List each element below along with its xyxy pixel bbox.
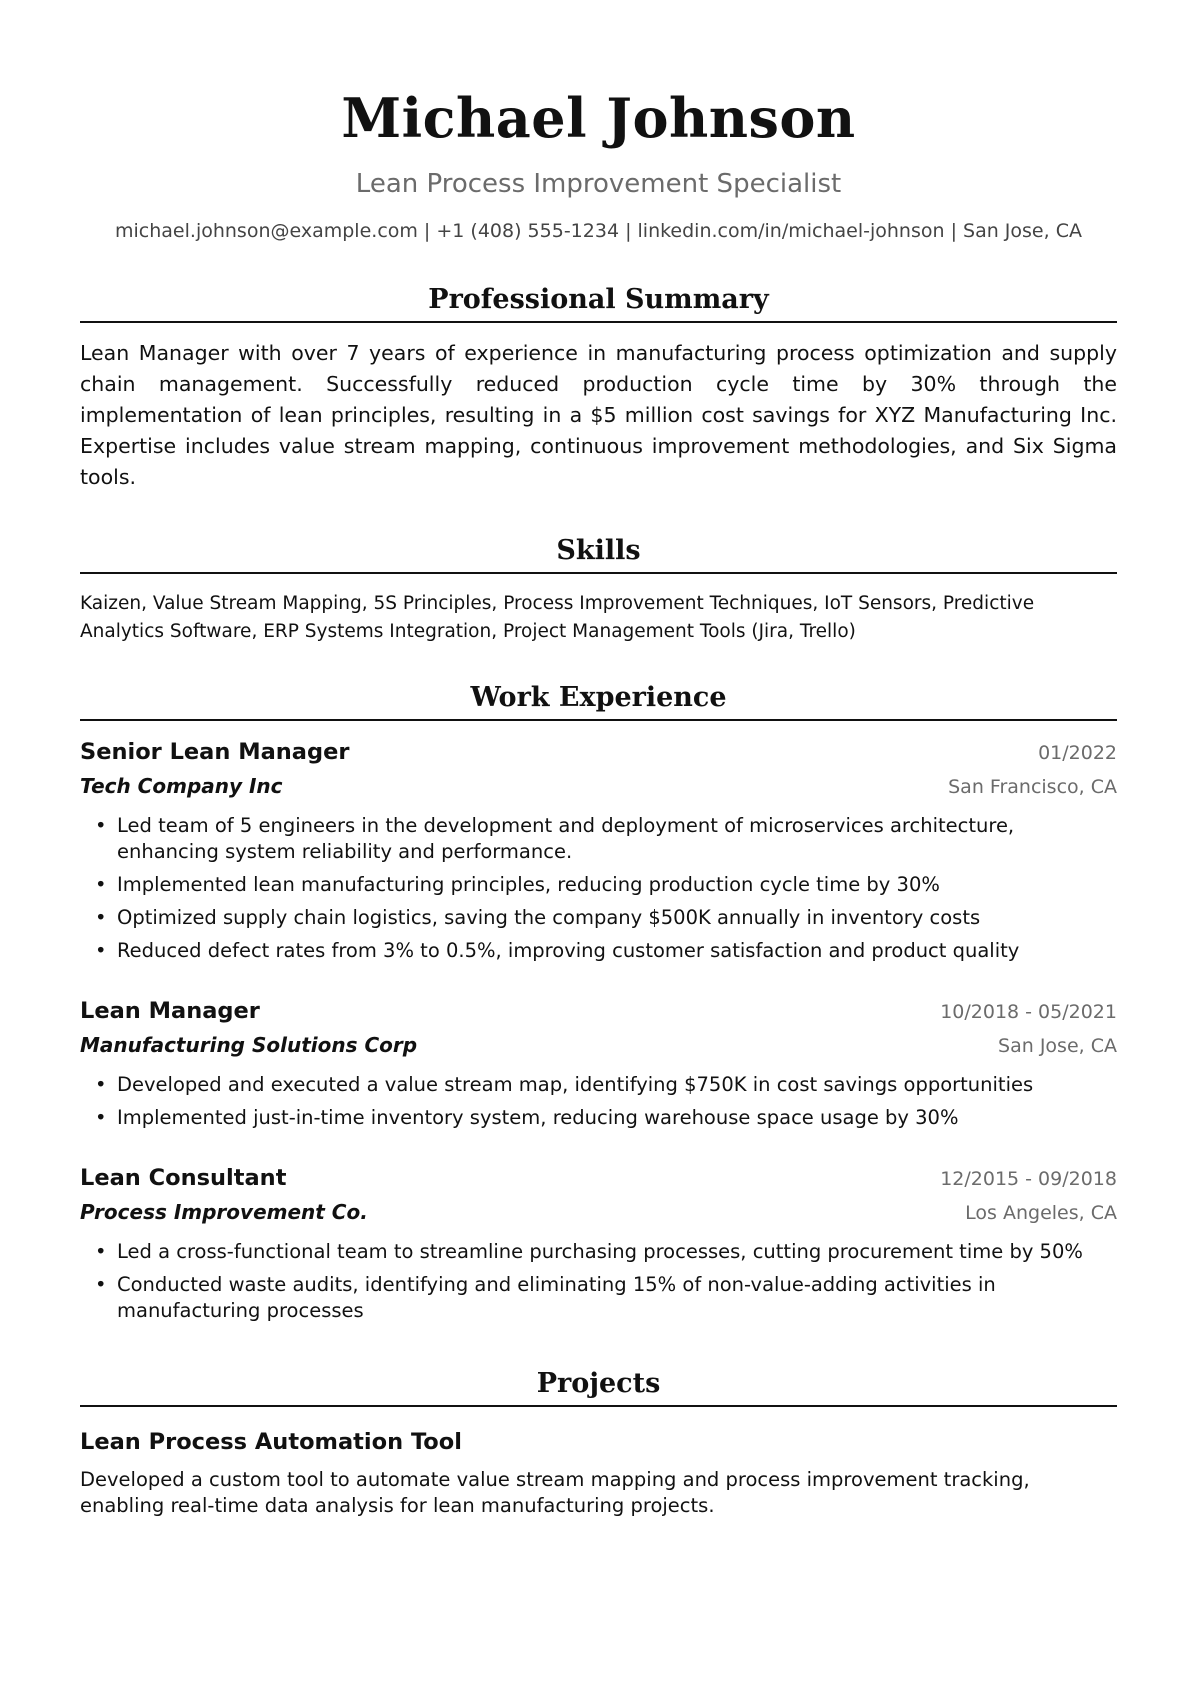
job-date: 01/2022 [1038, 742, 1117, 764]
job-date: 10/2018 - 05/2021 [940, 1001, 1117, 1023]
candidate-name: Michael Johnson [341, 86, 856, 150]
job-bullets [80, 813, 1117, 964]
job-bullet: • Led a cross-functional team to streamline purchasing processes, cutting procurement time by 50% [117, 1239, 1117, 1265]
job-role: Senior Lean Manager [80, 739, 350, 765]
section-heading-experience: Work Experience [80, 680, 1117, 721]
job-bullet: • Implemented just-in-time inventory system, reducing warehouse space usage by 30% [117, 1105, 1117, 1131]
job-entry [80, 1161, 1117, 1324]
skills-section [80, 533, 1117, 646]
job-entry [80, 994, 1117, 1131]
job-bullet: • Implemented lean manufacturing principles, reducing production cycle time by 30% [117, 872, 1117, 898]
summary-section [80, 282, 1117, 493]
job-company: Tech Company Inc [80, 774, 283, 798]
job-location: San Jose, CA [998, 1035, 1117, 1057]
job-bullets [80, 1072, 1117, 1131]
job-bullet: • Optimized supply chain logistics, saving the company $500K annually in inventory costs [117, 905, 1117, 931]
section-heading-projects: Projects [80, 1366, 1117, 1407]
section-heading-skills: Skills [80, 533, 1117, 574]
job-company: Process Improvement Co. [80, 1200, 368, 1224]
experience-section [80, 680, 1117, 1324]
job-location: San Francisco, CA [948, 776, 1117, 798]
skills-text: Kaizen, Value Stream Mapping, 5S Principles, Process Improvement Techniques, IoT Sensors, Predictive Analytics Software, ERP Systems Integration, Project Management Tools (Jira, Trello) [80, 593, 1035, 642]
resume-page [80, 0, 1117, 1519]
contact-line: michael.johnson@example.com | +1 (408) 555-1234 | linkedin.com/in/michael-johnson | San Jose, CA [115, 220, 1082, 242]
job-entry [80, 735, 1117, 964]
job-role: Lean Manager [80, 998, 260, 1024]
job-location: Los Angeles, CA [965, 1202, 1117, 1224]
summary-text: Lean Manager with over 7 years of experience in manufacturing process optimization and supply chain management. Successfully reduced production cycle time by 30% through the implementation of lean principles, resulting in a $5 million cost savings for XYZ Manufacturing Inc. Expertise includes value stream mapping, continuous improvement methodologies, and Six Sigma tools. [80, 341, 1117, 489]
job-role: Lean Consultant [80, 1165, 287, 1191]
section-heading-summary: Professional Summary [80, 282, 1117, 323]
job-bullet: • Developed and executed a value stream map, identifying $750K in cost savings opportunities [117, 1072, 1117, 1098]
job-date: 12/2015 - 09/2018 [940, 1168, 1117, 1190]
job-bullet: • Led team of 5 engineers in the development and deployment of microservices architecture, enhancing system reliability and performance. [117, 813, 1117, 865]
job-bullet: • Conducted waste audits, identifying and eliminating 15% of non-value-adding activities in manufacturing processes [117, 1272, 1117, 1324]
job-bullet: • Reduced defect rates from 3% to 0.5%, improving customer satisfaction and product quality [117, 938, 1117, 964]
project-title: Lean Process Automation Tool [80, 1429, 462, 1455]
job-company: Manufacturing Solutions Corp [80, 1033, 418, 1057]
project-description: Developed a custom tool to automate value stream mapping and process improvement tracking, enabling real-time data analysis for lean manufacturing projects. [80, 1468, 1030, 1517]
projects-section [80, 1366, 1117, 1519]
candidate-title: Lean Process Improvement Specialist [355, 169, 842, 199]
job-bullets [80, 1239, 1117, 1324]
